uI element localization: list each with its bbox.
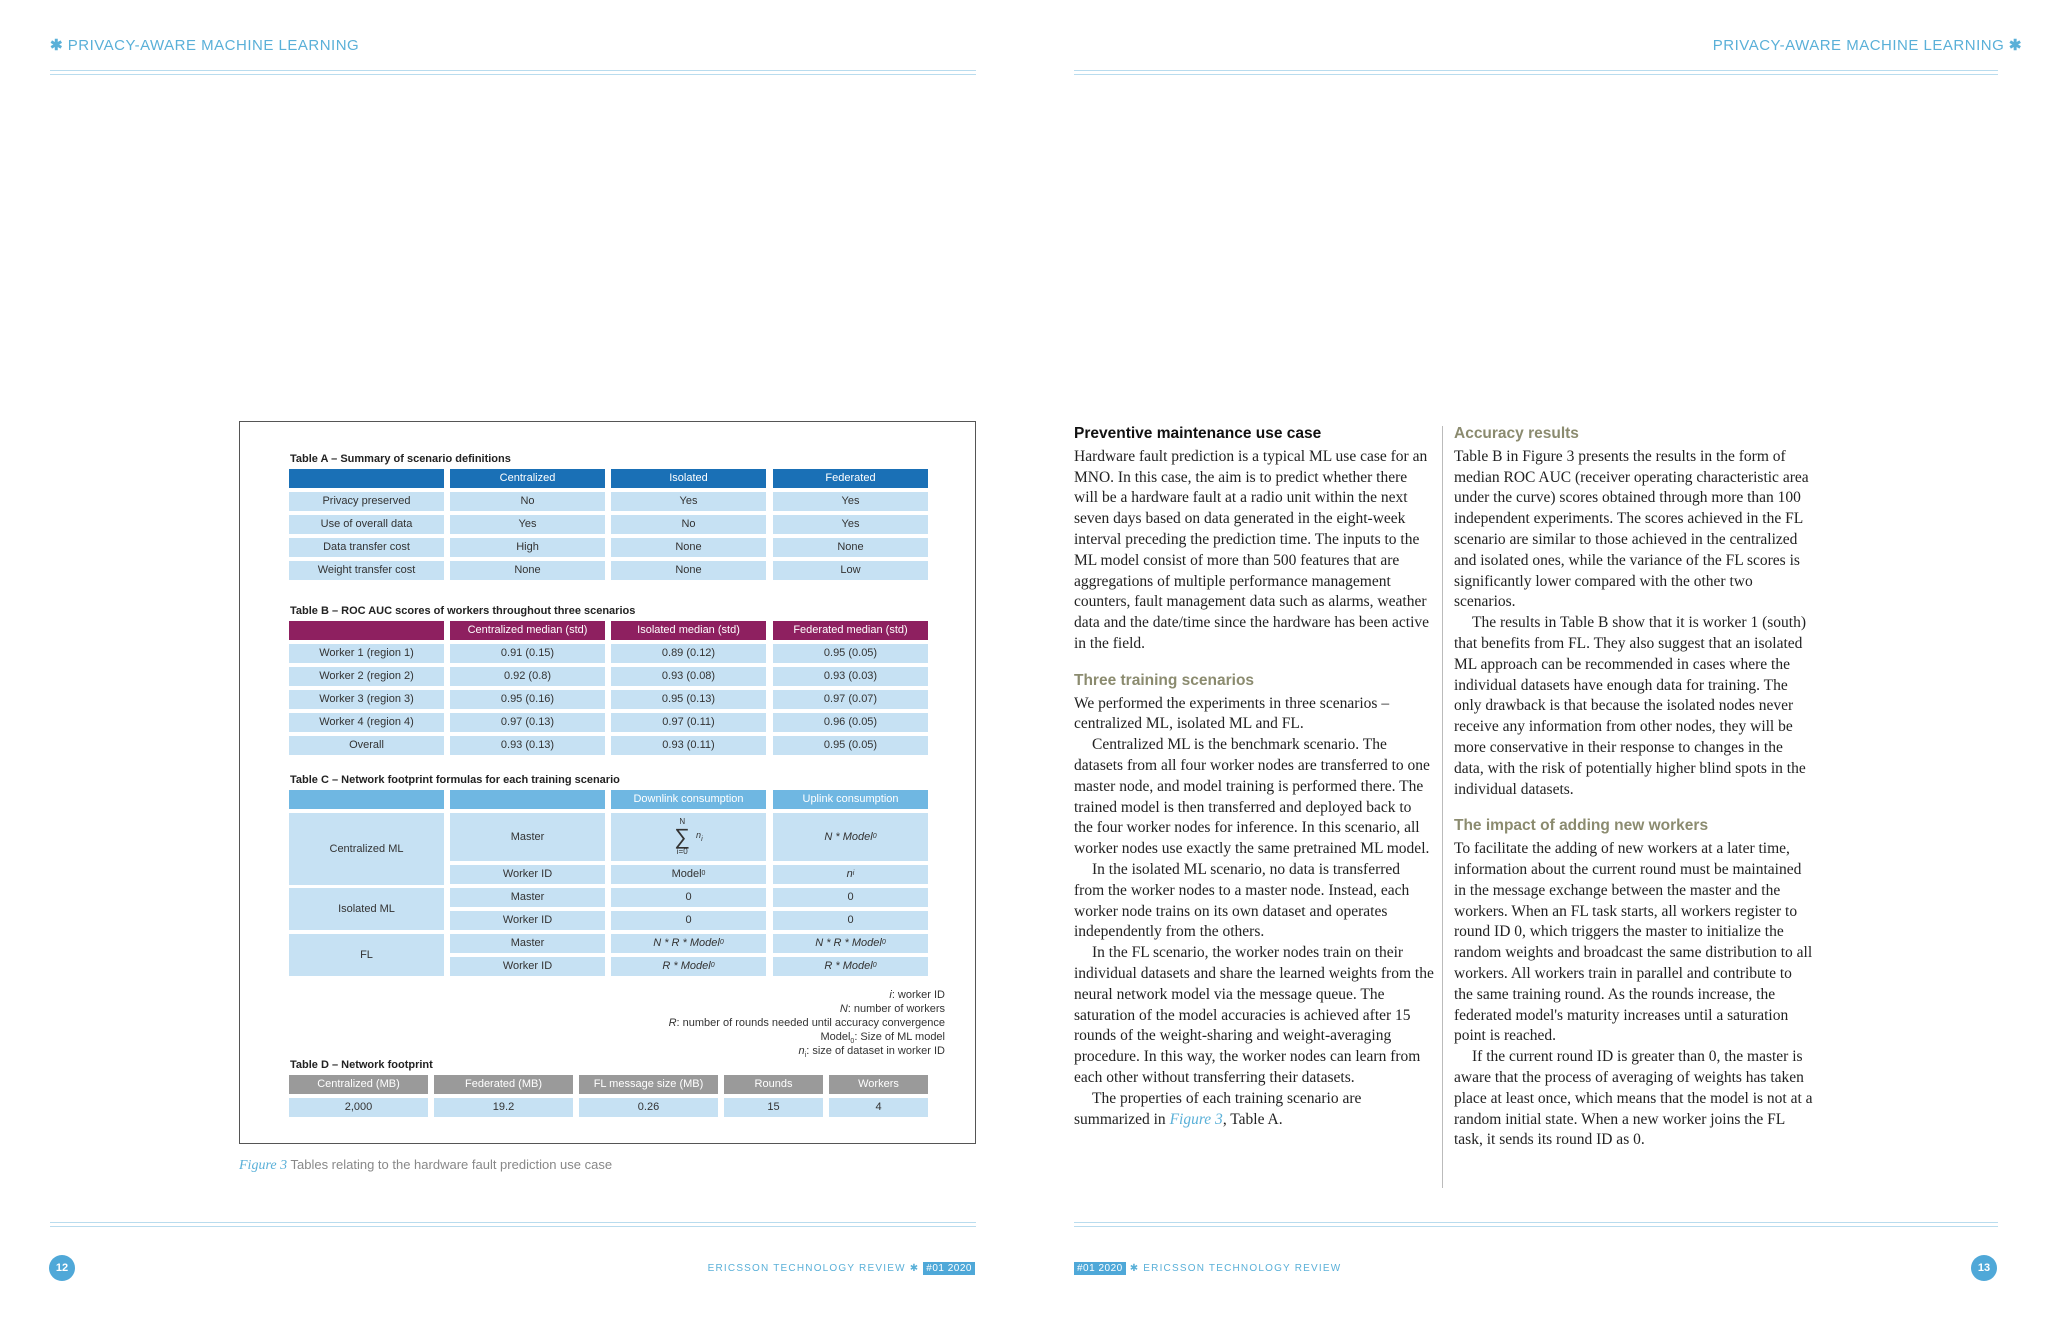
- legend-text: : size of dataset in worker ID: [806, 1045, 945, 1057]
- formula-sub: 0: [881, 939, 886, 947]
- figure-label: Figure 3: [239, 1158, 288, 1173]
- paragraph: The results in Table B show that it is worker 1 (south) that benefits from FL. They also suggest that an isolated ML approach can be recommended in cases where the individual datasets have enough data for training. The only drawback is that because the isolated nodes never receive any information from other nodes, they will be more conservative in their response to changes in the data, with the risk of potentially higher blind spots in the individual datasets.: [1454, 614, 1806, 798]
- footer-rule-left: [50, 1222, 976, 1227]
- table-b-cell: 0.97 (0.07): [773, 690, 928, 709]
- table-d-header: Federated (MB): [434, 1075, 573, 1094]
- paragraph: To facilitate the adding of new workers at a later time, information about the current round must be maintained in the message exchange between the master and the workers. When an FL task starts, all workers register to round ID 0, which triggers the master to initialize the random weights and broadcast the same distribution to all workers. All workers train in parallel and contribute to the same training round. As the rounds increase, the federated model's maturity increases until a saturation point is reached.: [1454, 840, 1813, 1045]
- table-c-group: Isolated ML: [289, 888, 444, 930]
- table-c-role: Worker ID: [450, 865, 605, 884]
- section-heading: Three training scenarios: [1074, 671, 1255, 689]
- legend-line: [840, 1003, 945, 1015]
- table-c-title: Table C – Network footprint formulas for each training scenario: [290, 774, 620, 786]
- table-a-title: Table A – Summary of scenario definitions: [290, 453, 511, 465]
- table-b-cell: Worker 2 (region 2): [289, 667, 444, 686]
- table-c-cell: [773, 957, 928, 976]
- formula-sub: 0: [872, 832, 877, 840]
- table-b-title: Table B – ROC AUC scores of workers throughout three scenarios: [290, 605, 636, 617]
- legend-symbol: n: [798, 1045, 805, 1057]
- legend-line: [669, 1017, 945, 1029]
- table-a-cell: High: [450, 538, 605, 557]
- table-c-cell: [611, 957, 766, 976]
- table-b-cell: Worker 1 (region 1): [289, 644, 444, 663]
- paragraph: We performed the experiments in three scenarios – centralized ML, isolated ML and FL.: [1074, 694, 1390, 733]
- formula-text: R * Model: [824, 960, 873, 973]
- footer-right: [1074, 1263, 1341, 1274]
- legend-text: : number of workers: [847, 1003, 945, 1015]
- table-a-cell: No: [611, 515, 766, 534]
- table-b-cell: 0.93 (0.13): [450, 736, 605, 755]
- table-c-header: Downlink consumption: [611, 790, 766, 809]
- table-c-cell: [773, 813, 928, 861]
- table-a-header: Isolated: [611, 469, 766, 488]
- table-b-header: Centralized median (std): [450, 621, 605, 640]
- figure-caption: [239, 1157, 612, 1174]
- table-c-cell: [773, 865, 928, 884]
- paragraph: Centralized ML is the benchmark scenario. The datasets from all four worker nodes are transferred to one master node, and model training is performed there. The trained model is then transferred and deployed back to the four worker nodes for inference. In this scenario, all worker nodes use exactly the same pretrained ML model.: [1074, 736, 1430, 858]
- legend-symbol: N: [839, 1003, 848, 1015]
- table-a-header: Centralized: [450, 469, 605, 488]
- sum-upper: N: [679, 817, 686, 826]
- table-b-cell: 0.93 (0.03): [773, 667, 928, 686]
- table-d-header: Centralized (MB): [289, 1075, 428, 1094]
- formula-text: R * Model: [662, 960, 711, 973]
- table-c-role: Worker ID: [450, 957, 605, 976]
- footer-rule-right: [1074, 1222, 1998, 1227]
- table-a-cell: Weight transfer cost: [289, 561, 444, 580]
- formula-sub: 0: [719, 939, 724, 947]
- table-b-cell: 0.96 (0.05): [773, 713, 928, 732]
- figure-caption-text: Tables relating to the hardware fault prediction use case: [290, 1157, 613, 1172]
- table-b-cell: 0.95 (0.05): [773, 644, 928, 663]
- table-c-corner: [289, 790, 444, 809]
- legend-text: : number of rounds needed until accuracy convergence: [676, 1017, 945, 1029]
- legend-text: : Size of ML model: [854, 1031, 945, 1043]
- table-a-cell: Data transfer cost: [289, 538, 444, 557]
- article-column-1: [1074, 424, 1434, 1130]
- table-c-role: Master: [450, 934, 605, 953]
- table-c-cell: 0: [773, 888, 928, 907]
- sum-term-sub: i: [701, 835, 703, 843]
- legend-line: [889, 989, 945, 1001]
- table-c-cell: [773, 934, 928, 953]
- legend-line: [799, 1045, 945, 1059]
- sum-icon: ∑: [674, 824, 691, 849]
- running-head-right-text: PRIVACY-AWARE MACHINE LEARNING: [1712, 37, 2005, 54]
- legend-sub: 0: [850, 1038, 855, 1046]
- table-a-cell: Use of overall data: [289, 515, 444, 534]
- sum-term: n: [696, 830, 702, 841]
- formula-sub: 0: [701, 870, 706, 878]
- table-b-cell: 0.89 (0.12): [611, 644, 766, 663]
- table-d-cell: 15: [724, 1098, 823, 1117]
- table-c-role: Worker ID: [450, 911, 605, 930]
- issue-badge: #01 2020: [1074, 1262, 1126, 1275]
- legend-sub: i: [804, 1052, 807, 1060]
- sum-formula: [611, 813, 766, 861]
- table-c-group: Centralized ML: [289, 813, 444, 885]
- formula-text: n: [846, 868, 853, 881]
- table-a-header: Federated: [773, 469, 928, 488]
- section-heading: Accuracy results: [1454, 425, 1579, 442]
- table-d-cell: 0.26: [579, 1098, 718, 1117]
- table-d-header: Workers: [829, 1075, 928, 1094]
- running-head-left-text: PRIVACY-AWARE MACHINE LEARNING: [67, 37, 360, 54]
- paragraph: Table B in Figure 3 presents the results in the form of median ROC AUC (receiver operating characteristic area under the curve) scores obtained through more than 100 independent experiments. The scores achieved in the FL scenario are similar to those achieved in the centralized and isolated ones, while the variance of the FL scores is significantly lower compared with the other two scenarios.: [1454, 447, 1809, 611]
- section-heading: The impact of adding new workers: [1454, 817, 1709, 835]
- table-c-role: Master: [450, 888, 605, 907]
- legend-symbol: i: [889, 989, 892, 1001]
- asterisk-icon: ✱: [1129, 1263, 1140, 1274]
- table-b-cell: 0.95 (0.13): [611, 690, 766, 709]
- table-c-cell: 0: [611, 911, 766, 930]
- header-rule-right: [1074, 70, 1998, 75]
- section-heading: Preventive maintenance use case: [1074, 425, 1322, 442]
- table-b-header: Isolated median (std): [611, 621, 766, 640]
- paragraph: Hardware fault prediction is a typical ML use case for an MNO. In this case, the aim is to predict whether there will be a hardware fault at a radio unit within the next seven days based on data generated in the eight-week interval preceding the prediction time. The inputs to the ML model consist of more than 500 features that are aggregations of multiple performance management counters, fault management data such as alarms, weather data and the date/time since the hardware has been active in the field.: [1074, 447, 1430, 652]
- table-a-cell: Yes: [611, 492, 766, 511]
- formula-sub: 0: [872, 962, 877, 970]
- page-number-left: 12: [49, 1255, 75, 1281]
- paragraph: In the FL scenario, the worker nodes train on their individual datasets and share the learned weights from the neural network model via the message queue. The saturation of the model accuracies is achieved after 15 rounds of the weight-sharing and weight-averaging procedure. In this way, the worker nodes can learn from each other without transferring their datasets.: [1074, 944, 1434, 1086]
- table-c-group: FL: [289, 934, 444, 976]
- legend-line: [820, 1031, 945, 1045]
- table-d-title: Table D – Network footprint: [290, 1059, 433, 1071]
- formula-text: Model: [671, 868, 702, 881]
- table-c-role: Master: [450, 813, 605, 861]
- paragraph: If the current round ID is greater than 0, the master is aware that the process of averaging of weights has taken place at least once, which means that the model is not at a random initial state. When a new worker joins the FL task, it sends its round ID as 0.: [1454, 1048, 1813, 1149]
- table-c-cell: [611, 934, 766, 953]
- table-b-cell: 0.95 (0.16): [450, 690, 605, 709]
- table-c-header: Uplink consumption: [773, 790, 928, 809]
- table-a-corner: [289, 469, 444, 488]
- table-c-cell: 0: [773, 911, 928, 930]
- journal-name: ERICSSON TECHNOLOGY REVIEW: [1143, 1263, 1342, 1274]
- formula-text: N * R * Model: [653, 937, 720, 950]
- table-a-cell: None: [611, 561, 766, 580]
- table-d-header: Rounds: [724, 1075, 823, 1094]
- paragraph-text: The properties of each training scenario are summarized in: [1074, 1089, 1362, 1128]
- table-a-cell: Privacy preserved: [289, 492, 444, 511]
- paragraph: [1074, 1089, 1434, 1131]
- table-a-cell: None: [611, 538, 766, 557]
- formula-sub: 0: [710, 962, 715, 970]
- formula-text: N * R * Model: [815, 937, 882, 950]
- running-head-right: [1713, 36, 2022, 54]
- running-head-left: [50, 36, 359, 54]
- table-c-corner: [450, 790, 605, 809]
- figure-link[interactable]: Figure 3: [1169, 1110, 1223, 1128]
- table-a-cell: Yes: [773, 492, 928, 511]
- legend-text: : worker ID: [891, 989, 945, 1001]
- table-c-cell: [611, 865, 766, 884]
- table-b-cell: Worker 4 (region 4): [289, 713, 444, 732]
- paragraph-text: , Table A.: [1222, 1110, 1283, 1128]
- journal-name: ERICSSON TECHNOLOGY REVIEW: [707, 1263, 906, 1274]
- table-a-cell: None: [773, 538, 928, 557]
- article-column-2: [1454, 424, 1814, 1151]
- table-b-cell: 0.97 (0.11): [611, 713, 766, 732]
- asterisk-icon: ✱: [909, 1263, 920, 1274]
- table-a-cell: None: [450, 561, 605, 580]
- table-d-cell: 4: [829, 1098, 928, 1117]
- table-c-cell: 0: [611, 888, 766, 907]
- table-b-corner: [289, 621, 444, 640]
- asterisk-icon: ✱: [50, 37, 64, 54]
- column-divider: [1442, 426, 1443, 1188]
- asterisk-icon: ✱: [2008, 37, 2022, 54]
- issue-badge: #01 2020: [923, 1262, 975, 1275]
- table-b-cell: 0.93 (0.11): [611, 736, 766, 755]
- table-a-cell: Yes: [773, 515, 928, 534]
- figure-3-box: [239, 421, 976, 1144]
- formula-text: N * Model: [824, 830, 873, 843]
- table-b-cell: 0.95 (0.05): [773, 736, 928, 755]
- table-b-cell: 0.97 (0.13): [450, 713, 605, 732]
- paragraph: In the isolated ML scenario, no data is transferred from the worker nodes to a master node. Instead, each worker node trains on its own dataset and operates independently from the others.: [1074, 860, 1410, 941]
- table-b-cell: Worker 3 (region 3): [289, 690, 444, 709]
- table-b-header: Federated median (std): [773, 621, 928, 640]
- page-number-right: 13: [1971, 1255, 1997, 1281]
- table-a-cell: Low: [773, 561, 928, 580]
- table-a-cell: No: [450, 492, 605, 511]
- footer-left: [708, 1263, 975, 1274]
- table-d-cell: 2,000: [289, 1098, 428, 1117]
- header-rule-left: [50, 70, 976, 75]
- table-d-cell: 19.2: [434, 1098, 573, 1117]
- legend-text: Model: [820, 1031, 851, 1043]
- sum-lower: i=0: [676, 847, 688, 856]
- table-b-cell: 0.92 (0.8): [450, 667, 605, 686]
- table-b-cell: 0.93 (0.08): [611, 667, 766, 686]
- table-b-cell: 0.91 (0.15): [450, 644, 605, 663]
- formula-sub: i: [852, 870, 855, 878]
- table-d-header: FL message size (MB): [579, 1075, 718, 1094]
- legend-symbol: R: [668, 1017, 677, 1029]
- table-b-cell: Overall: [289, 736, 444, 755]
- table-a-cell: Yes: [450, 515, 605, 534]
